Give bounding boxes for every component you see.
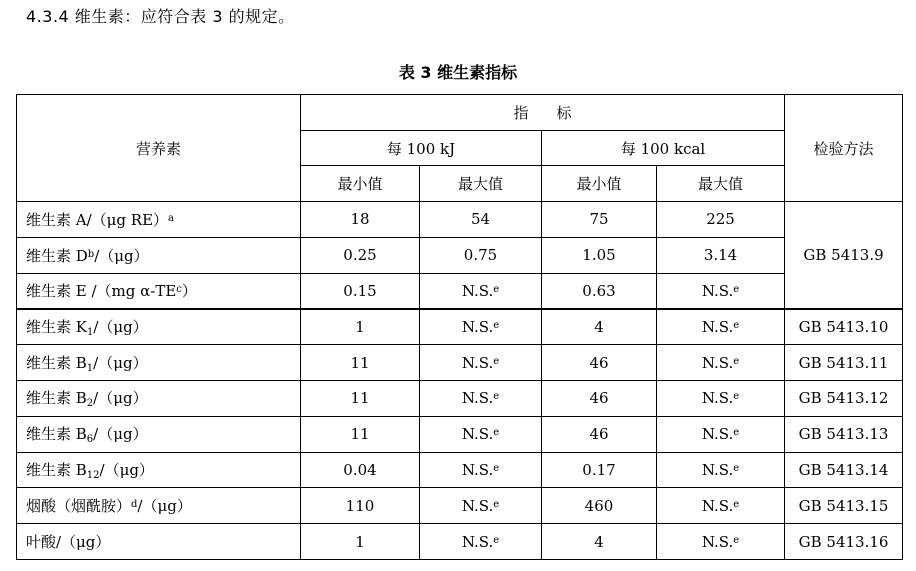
cell-kcal-min: 4 — [542, 524, 657, 560]
nutrient-unit: /（μg） — [137, 497, 192, 516]
header-method: 检验方法 — [785, 95, 903, 202]
cell-method: GB 5413.13 — [785, 416, 903, 452]
cell-kj-min: 11 — [301, 345, 420, 381]
cell-kcal-max: 3.14 — [657, 237, 785, 273]
nutrient-label: 维生素 E /（mg α-TE — [26, 282, 177, 301]
footnote-mark: e — [733, 427, 740, 439]
cell-method: GB 5413.14 — [785, 452, 903, 488]
footnote-mark: e — [493, 320, 500, 332]
nutrient-name — [17, 416, 301, 452]
header-kcal-max: 最大值 — [657, 166, 785, 202]
nutrient-name — [17, 237, 301, 273]
table-row — [17, 488, 903, 524]
cell-kcal-max — [657, 380, 785, 416]
footnote-mark: e — [493, 462, 500, 474]
cell-kcal-min: 75 — [542, 202, 657, 238]
cell-kj-max: 54 — [420, 202, 542, 238]
footnote-mark: e — [493, 427, 500, 439]
table-caption: 表 3 维生素指标 — [398, 63, 518, 82]
vitamin-table — [16, 94, 903, 560]
ns-text: N.S. — [461, 532, 494, 551]
ns-text: N.S. — [701, 281, 734, 300]
cell-kj-min: 0.04 — [301, 452, 420, 488]
subscript: 1 — [86, 362, 94, 374]
footnote-mark: e — [733, 391, 740, 403]
ns-text: N.S. — [461, 281, 494, 300]
ns-text: N.S. — [701, 389, 734, 408]
nutrient-name — [17, 488, 301, 524]
footnote-mark: b — [87, 248, 95, 260]
ns-text: N.S. — [701, 532, 734, 551]
cell-kj-max — [420, 309, 542, 345]
cell-kcal-max — [657, 273, 785, 309]
cell-kj-max — [420, 416, 542, 452]
footnote-mark: e — [493, 498, 500, 510]
nutrient-label: 维生素 K — [26, 318, 87, 337]
cell-kcal-min: 0.17 — [542, 452, 657, 488]
nutrient-unit: /（μg） — [99, 460, 154, 479]
cell-kj-min: 18 — [301, 202, 420, 238]
nutrient-label: 烟酸（烟酰胺） — [26, 497, 132, 516]
nutrient-unit: /（μg） — [93, 389, 148, 408]
ns-text: N.S. — [461, 425, 494, 444]
nutrient-label: 维生素 D — [26, 246, 88, 265]
nutrient-label: 维生素 B — [26, 425, 87, 444]
cell-kcal-min: 46 — [542, 345, 657, 381]
nutrient-unit: /（μg） — [93, 353, 148, 372]
footnote-mark: e — [493, 534, 500, 546]
cell-method: GB 5413.12 — [785, 380, 903, 416]
cell-method: GB 5413.16 — [785, 524, 903, 560]
header-per-100kcal: 每 100 kcal — [542, 131, 785, 166]
cell-kcal-max — [657, 524, 785, 560]
cell-kj-min: 11 — [301, 380, 420, 416]
cell-kcal-min: 46 — [542, 416, 657, 452]
footnote-mark: e — [493, 391, 500, 403]
nutrient-label: 维生素 B — [26, 389, 87, 408]
header-indicator-b: 标 — [556, 104, 572, 122]
nutrient-name — [17, 273, 301, 309]
footnote-mark: e — [733, 462, 740, 474]
subscript: 12 — [86, 469, 100, 481]
subscript: 6 — [86, 434, 94, 446]
nutrient-label: 维生素 B — [26, 460, 87, 479]
nutrient-label: 维生素 A/（μg RE） — [26, 210, 169, 229]
subscript: 1 — [86, 327, 94, 339]
footnote-mark: a — [168, 212, 174, 224]
nutrient-unit: /（μg） — [93, 425, 148, 444]
cell-method: GB 5413.10 — [785, 309, 903, 345]
nutrient-unit: /（μg） — [94, 246, 149, 265]
nutrient-name — [17, 309, 301, 345]
ns-text: N.S. — [701, 353, 734, 372]
table-row — [17, 237, 903, 273]
cell-kcal-max — [657, 309, 785, 345]
cell-kj-max — [420, 524, 542, 560]
nutrient-unit: ） — [181, 282, 197, 301]
header-nutrient: 营养素 — [17, 95, 301, 202]
table-row — [17, 524, 903, 560]
cell-kcal-max — [657, 416, 785, 452]
subscript: 2 — [86, 398, 94, 410]
header-kj-min: 最小值 — [301, 166, 420, 202]
table-row — [17, 416, 903, 452]
cell-kj-max — [420, 488, 542, 524]
nutrient-unit: /（μg） — [93, 318, 148, 337]
ns-text: N.S. — [701, 318, 734, 337]
footnote-mark: e — [733, 355, 740, 367]
cell-kcal-min: 46 — [542, 380, 657, 416]
cell-kcal-min: 0.63 — [542, 273, 657, 309]
nutrient-name: 叶酸/（μg） — [17, 524, 301, 560]
ns-text: N.S. — [701, 425, 734, 444]
footnote-mark: d — [131, 499, 138, 511]
cell-kj-max — [420, 345, 542, 381]
cell-kcal-max: 225 — [657, 202, 785, 238]
cell-kj-min: 1 — [301, 309, 420, 345]
cell-kj-max — [420, 452, 542, 488]
cell-kj-min: 0.15 — [301, 273, 420, 309]
cell-kj-min: 110 — [301, 488, 420, 524]
ns-text: N.S. — [461, 389, 494, 408]
cell-kj-min: 0.25 — [301, 237, 420, 273]
cell-kj-min: 1 — [301, 524, 420, 560]
ns-text: N.S. — [461, 496, 494, 515]
table-row — [17, 345, 903, 381]
header-indicator — [301, 95, 785, 131]
footnote-mark: e — [733, 534, 740, 546]
table-row — [17, 309, 903, 345]
cell-kcal-max — [657, 452, 785, 488]
nutrient-name — [17, 452, 301, 488]
table-row — [17, 380, 903, 416]
footnote-mark: e — [493, 355, 500, 367]
section-heading: 4.3.4 维生素：应符合表 3 的规定。 — [26, 7, 295, 26]
nutrient-name — [17, 380, 301, 416]
cell-method-gb5413-9: GB 5413.9 — [785, 202, 903, 309]
footnote-mark: e — [493, 283, 500, 295]
ns-text: N.S. — [461, 353, 494, 372]
cell-method: GB 5413.11 — [785, 345, 903, 381]
cell-kj-max: 0.75 — [420, 237, 542, 273]
ns-text: N.S. — [701, 460, 734, 479]
nutrient-name — [17, 345, 301, 381]
footnote-mark: c — [176, 284, 182, 296]
cell-kcal-max — [657, 488, 785, 524]
header-indicator-a: 指 — [513, 104, 529, 122]
header-per-100kj: 每 100 kJ — [301, 131, 542, 166]
cell-kcal-min: 1.05 — [542, 237, 657, 273]
table-row — [17, 452, 903, 488]
cell-kj-max — [420, 273, 542, 309]
cell-kj-min: 11 — [301, 416, 420, 452]
footnote-mark: e — [733, 498, 740, 510]
ns-text: N.S. — [461, 318, 494, 337]
header-kj-max: 最大值 — [420, 166, 542, 202]
cell-kj-max — [420, 380, 542, 416]
ns-text: N.S. — [701, 496, 734, 515]
nutrient-name — [17, 202, 301, 238]
ns-text: N.S. — [461, 460, 494, 479]
header-kcal-min: 最小值 — [542, 166, 657, 202]
cell-method: GB 5413.15 — [785, 488, 903, 524]
table-row — [17, 273, 903, 309]
nutrient-label: 维生素 B — [26, 353, 87, 372]
cell-kcal-min: 4 — [542, 309, 657, 345]
footnote-mark: e — [733, 320, 740, 332]
footnote-mark: e — [733, 283, 740, 295]
table-row — [17, 202, 903, 238]
cell-kcal-max — [657, 345, 785, 381]
cell-kcal-min: 460 — [542, 488, 657, 524]
